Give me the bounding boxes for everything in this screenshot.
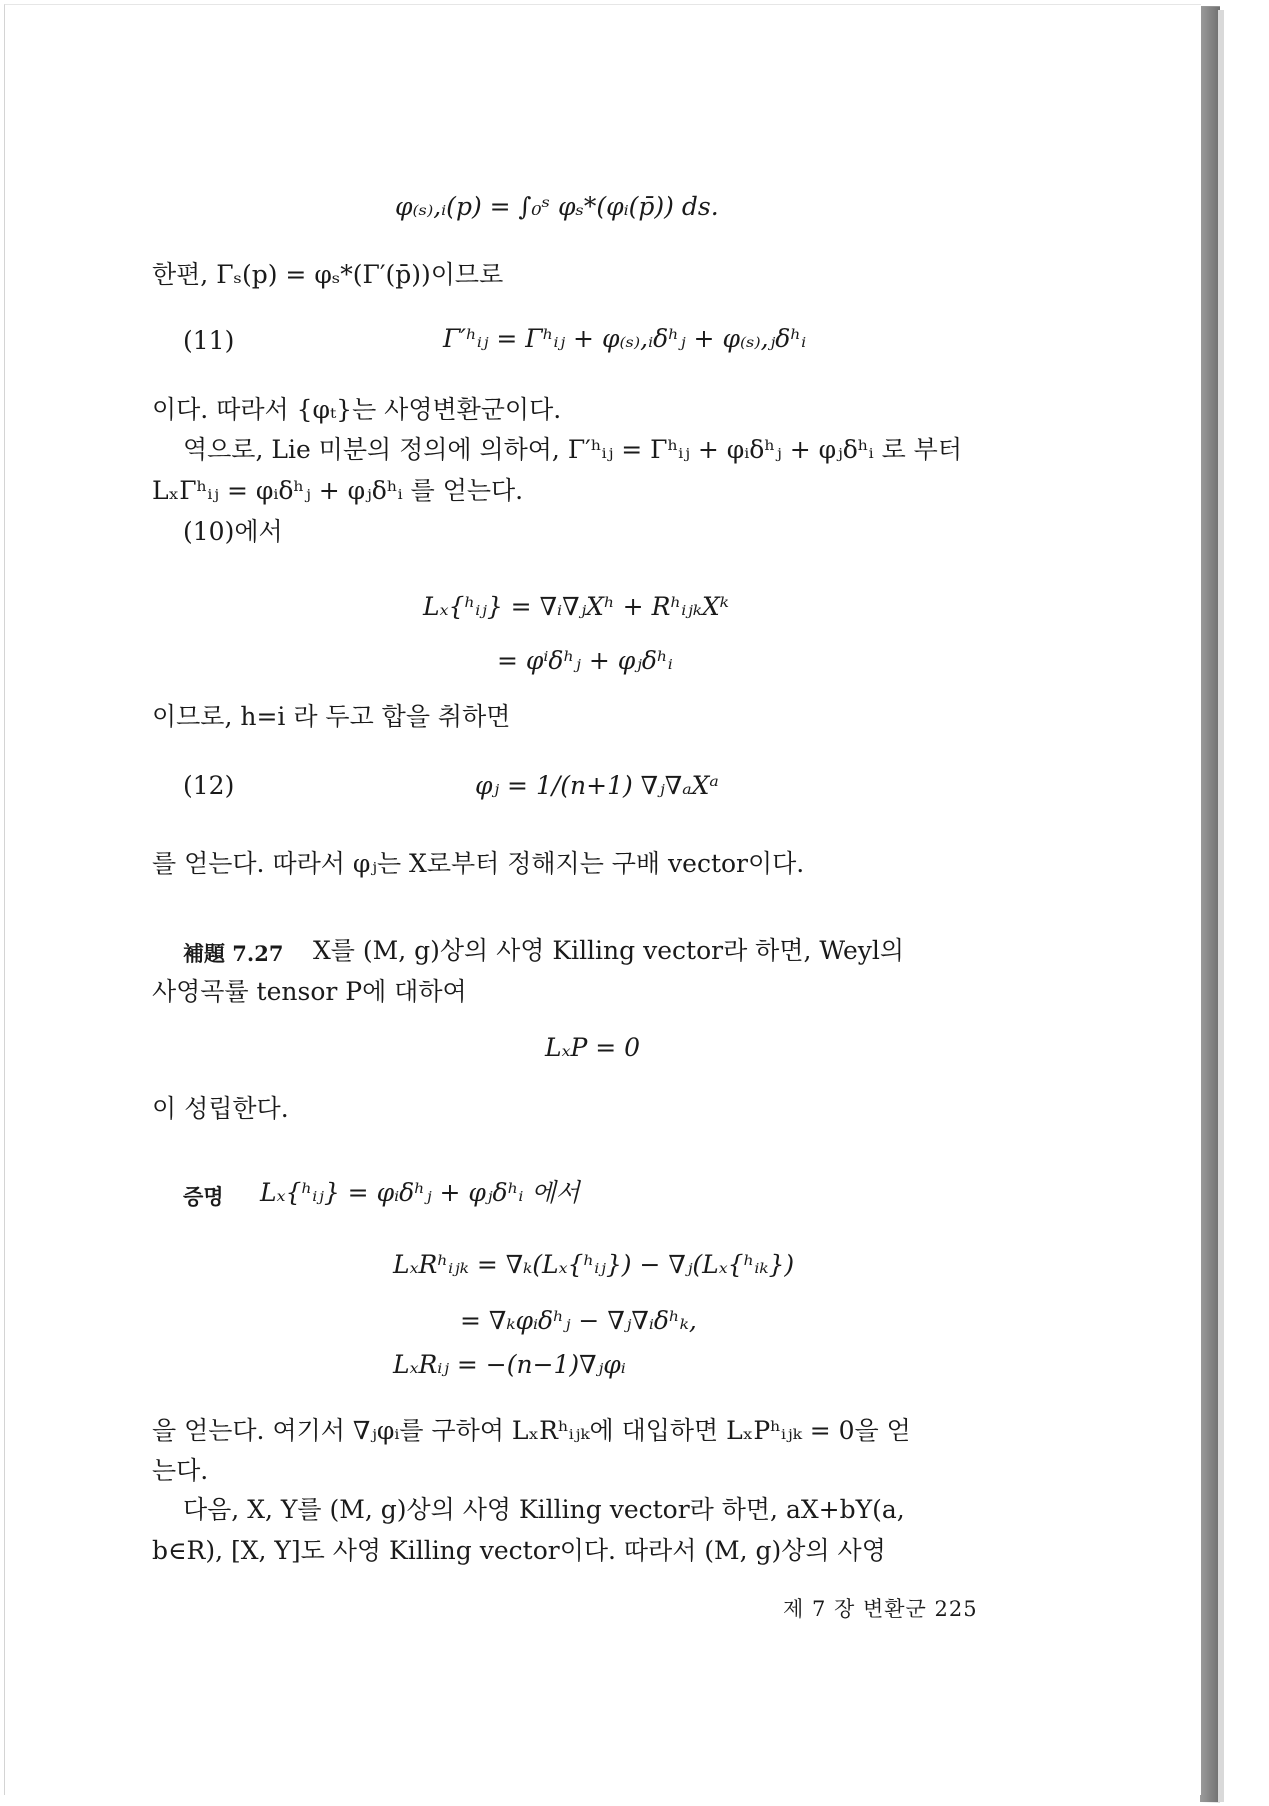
equation-lxp-zero: LₓP = 0 — [545, 1033, 641, 1062]
text-line: 역으로, Lie 미분의 정의에 의하여, Γ′ʰᵢⱼ = Γʰᵢⱼ + φᵢδʰⱼ + φⱼδʰᵢ 로 부터 — [183, 435, 962, 464]
text-line: 한편, Γₛ(p) = φₛ*(Γ′(p̄))이므로 — [152, 260, 504, 289]
text-line: 는다. — [152, 1456, 209, 1485]
text-line: b∈R), [X, Y]도 사영 Killing vector이다. 따라서 (M, g)상의 사영 — [152, 1536, 886, 1565]
text-line: LₓΓʰᵢⱼ = φᵢδʰⱼ + φⱼδʰᵢ 를 얻는다. — [152, 476, 524, 505]
text-line: 이 성립한다. — [152, 1094, 289, 1123]
text-line: 을 얻는다. 여기서 ∇ⱼφᵢ를 구하여 LₓRʰᵢⱼₖ에 대입하면 LₓPʰᵢⱼₖ = 0을 얻 — [152, 1416, 911, 1445]
equation-12: φⱼ = 1/(n+1) ∇ⱼ∇ₐXᵃ — [475, 771, 719, 800]
lemma-title: 補題 7.27 — [183, 941, 284, 966]
page-footer: 제 7 장 변환군 225 — [783, 1597, 978, 1621]
text-line: 이므로, h=i 라 두고 합을 취하면 — [152, 702, 511, 731]
equation-lie-curvature: LₓRʰᵢⱼₖ = ∇ₖ(Lₓ{ʰᵢⱼ}) − ∇ⱼ(Lₓ{ʰᵢₖ}) — [393, 1250, 795, 1279]
equation-phi-integral: φ₍ₛ₎,ᵢ(p) = ∫₀ˢ φₛ*(φᵢ(p̄)) ds. — [395, 192, 719, 221]
equation-lie-derivative-result: = φⁱδʰⱼ + φⱼδʰᵢ — [497, 646, 673, 675]
equation-lie-curvature-result: = ∇ₖφᵢδʰⱼ − ∇ⱼ∇ᵢδʰₖ, — [460, 1306, 697, 1335]
lemma-text: X를 (M, g)상의 사영 Killing vector라 하면, Weyl의 — [313, 936, 905, 965]
proof-label: 증명 — [183, 1184, 224, 1209]
text-line: 이다. 따라서 {φₜ}는 사영변환군이다. — [152, 395, 562, 424]
equation-number-12: (12) — [183, 771, 235, 800]
text-line: 를 얻는다. 따라서 φⱼ는 X로부터 정해지는 구배 vector이다. — [152, 849, 805, 878]
text-line: 다음, X, Y를 (M, g)상의 사영 Killing vector라 하면, aX+bY(a, — [183, 1495, 905, 1524]
equation-lie-ricci: LₓRᵢⱼ = −(n−1)∇ⱼφᵢ — [393, 1350, 626, 1379]
page-edge — [1200, 6, 1220, 1802]
equation-lie-derivative-christoffel: Lₓ{ʰᵢⱼ} = ∇ᵢ∇ⱼXʰ + RʰᵢⱼₖXᵏ — [423, 592, 729, 621]
text-line: (10)에서 — [183, 517, 283, 546]
equation-number-11: (11) — [183, 326, 235, 355]
equation-11: Γ′ʰᵢⱼ = Γʰᵢⱼ + φ₍ₛ₎,ᵢδʰⱼ + φ₍ₛ₎,ⱼδʰᵢ — [443, 324, 807, 353]
book-page — [4, 4, 1201, 1795]
proof-equation: Lₓ{ʰᵢⱼ} = φᵢδʰⱼ + φⱼδʰᵢ 에서 — [260, 1178, 580, 1207]
lemma-text: 사영곡률 tensor P에 대하여 — [152, 977, 467, 1006]
page-shadow — [1218, 10, 1224, 1802]
